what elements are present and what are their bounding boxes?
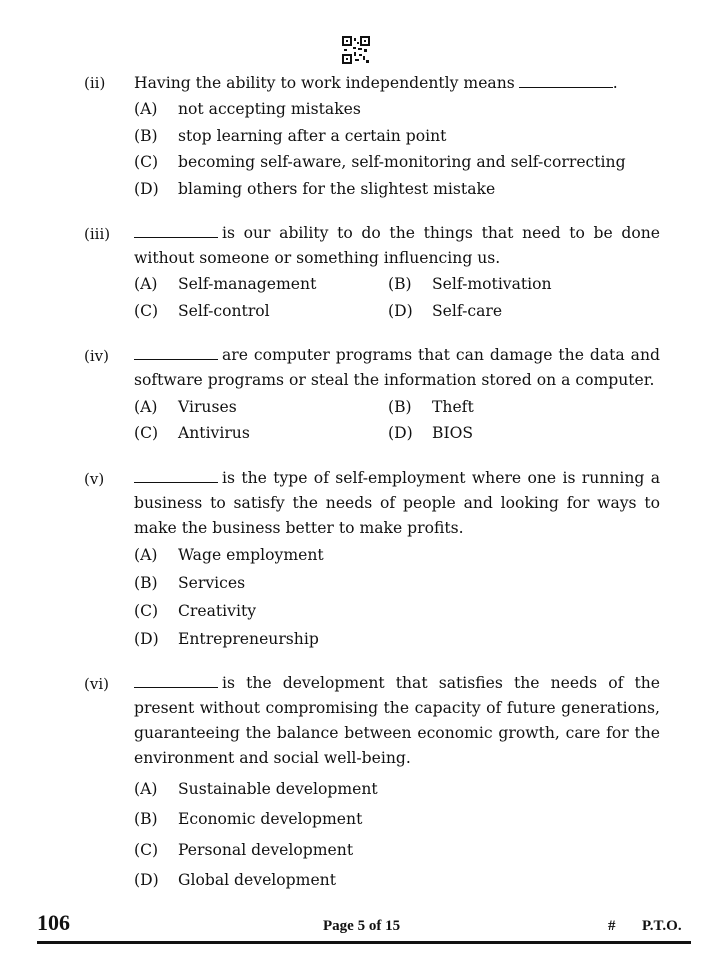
answer-blank xyxy=(519,75,613,88)
paper-code: 106 xyxy=(37,910,70,935)
option-d: (D) BIOS xyxy=(388,424,474,442)
question-stem: are computer programs that can damage the data and software programs or steal the information stored on a computer. xyxy=(134,346,660,389)
question-stem: is the development that satisfies the needs of the present without compromising the capacity of future generations, guaranteeing the balance between economic growth, care for the environment and social well-being. xyxy=(134,674,660,767)
answer-blank xyxy=(134,225,218,238)
page-footer xyxy=(0,910,727,950)
question-number: (iii) xyxy=(84,225,111,243)
option-c: (C) Self-control xyxy=(134,302,270,320)
question-number: (vi) xyxy=(84,675,109,693)
option-c: (C) Antivirus xyxy=(134,424,250,442)
question-stem: is the type of self-employment where one is running a business to satisfy the needs of people and looking for ways to make the business better to make profits. xyxy=(134,469,660,537)
option-b: (B) Services xyxy=(134,574,246,592)
option-a: (A) Self-management xyxy=(134,275,317,293)
option-b: (B) Self-motivation xyxy=(388,275,552,293)
pto-label: P.T.O. xyxy=(642,918,682,934)
option-b: (B) Economic development xyxy=(134,810,363,828)
option-d: (D) Entrepreneurship xyxy=(134,630,319,648)
qr-code-icon xyxy=(342,36,370,64)
option-a: (A) Viruses xyxy=(134,398,237,416)
option-c: (C) becoming self-aware, self-monitoring and self-correcting xyxy=(134,153,626,171)
option-d: (D) Global development xyxy=(134,871,336,889)
question-stem: Having the ability to work independently means . xyxy=(134,74,618,92)
hash-mark: # xyxy=(608,918,616,934)
option-a: (A) Wage employment xyxy=(134,546,324,564)
option-d: (D) Self-care xyxy=(388,302,503,320)
page-number: Page 5 of 15 xyxy=(323,918,401,934)
option-b: (B) stop learning after a certain point xyxy=(134,127,447,145)
question-number: (ii) xyxy=(84,74,106,92)
option-a: (A) not accepting mistakes xyxy=(134,100,361,118)
question-number: (iv) xyxy=(84,347,109,365)
answer-blank xyxy=(134,675,218,688)
question-number: (v) xyxy=(84,470,105,488)
answer-blank xyxy=(134,347,218,360)
footer-rule xyxy=(37,941,691,944)
option-d: (D) blaming others for the slightest mistake xyxy=(134,180,496,198)
option-c: (C) Creativity xyxy=(134,602,257,620)
question-stem: is our ability to do the things that need to be done without someone or something influencing us. xyxy=(134,224,660,267)
option-a: (A) Sustainable development xyxy=(134,780,378,798)
answer-blank xyxy=(134,470,218,483)
option-c: (C) Personal development xyxy=(134,841,354,859)
option-b: (B) Theft xyxy=(388,398,474,416)
